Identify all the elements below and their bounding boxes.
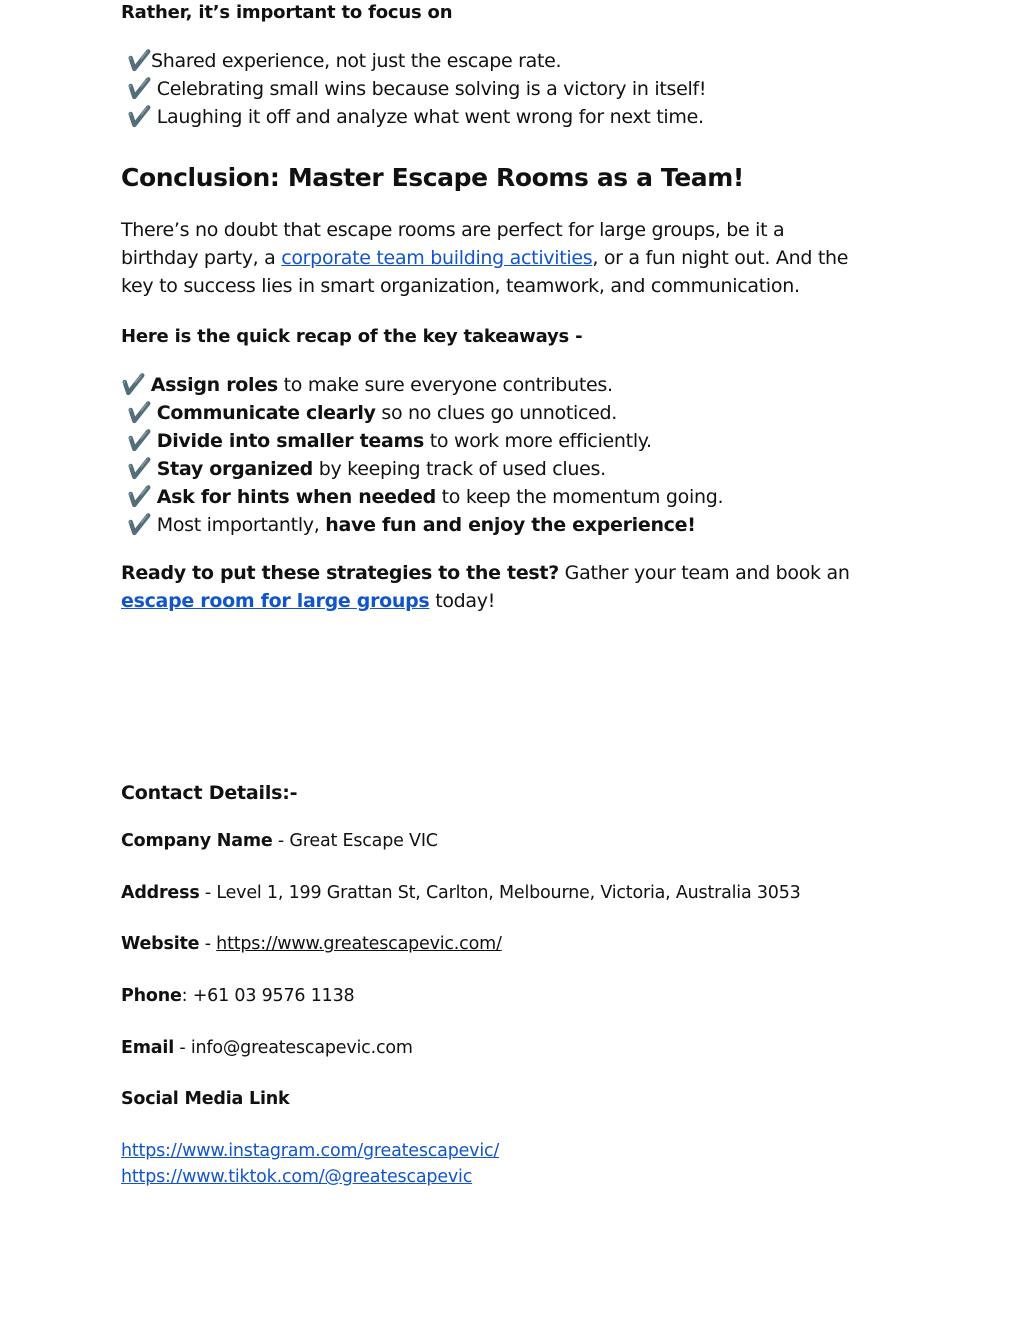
checkmark-icon: ✔️: [127, 104, 152, 128]
escape-room-large-groups-link[interactable]: escape room for large groups: [121, 590, 430, 612]
conclusion-heading: Conclusion: Master Escape Rooms as a Team!: [121, 163, 744, 192]
focus-item: ✔️Shared experience, not just the escape rate.: [127, 48, 562, 72]
focus-heading: Rather, it’s important to focus on: [121, 2, 453, 23]
checkmark-icon: ✔️: [127, 400, 152, 424]
checkmark-icon: ✔️: [127, 48, 152, 72]
website-link[interactable]: https://www.greatescapevic.com/: [216, 934, 502, 954]
email-line: Email - info@greatescapevic.com: [121, 1038, 413, 1058]
recap-item: ✔️ Most importantly, have fun and enjoy the experience!: [127, 512, 696, 536]
checkmark-icon: ✔️: [121, 372, 146, 396]
contact-heading: Contact Details:-: [121, 782, 298, 804]
tiktok-link[interactable]: https://www.tiktok.com/@greatescapevic: [121, 1167, 473, 1187]
social-heading: Social Media Link: [121, 1089, 290, 1109]
recap-item: ✔️ Stay organized by keeping track of used clues.: [127, 456, 606, 480]
corporate-team-building-link[interactable]: corporate team building activities: [281, 247, 593, 269]
focus-list: [121, 46, 706, 130]
company-line: Company Name - Great Escape VIC: [121, 831, 438, 851]
checkmark-icon: ✔️: [127, 456, 152, 480]
phone-line: Phone: +61 03 9576 1138: [121, 986, 355, 1006]
focus-item: ✔️ Laughing it off and analyze what went wrong for next time.: [127, 104, 704, 128]
recap-item: ✔️ Communicate clearly so no clues go unnoticed.: [127, 400, 617, 424]
focus-item: ✔️ Celebrating small wins because solving is a victory in itself!: [127, 76, 707, 100]
cta-paragraph: Ready to put these strategies to the test? Gather your team and book an escape room for large groups today!: [121, 562, 850, 612]
recap-heading: Here is the quick recap of the key takeaways -: [121, 326, 583, 347]
checkmark-icon: ✔️: [127, 428, 152, 452]
conclusion-paragraph: There’s no doubt that escape rooms are perfect for large groups, be it a birthday party, a corporate team building activities, or a fun night out. And the key to success lies in smart organization, teamwork, and communication.: [121, 219, 849, 297]
recap-item: ✔️ Divide into smaller teams to work more efficiently.: [127, 428, 652, 452]
recap-item: ✔️ Ask for hints when needed to keep the momentum going.: [127, 484, 724, 508]
recap-list: [121, 370, 723, 538]
recap-item: ✔️ Assign roles to make sure everyone contributes.: [121, 372, 613, 396]
checkmark-icon: ✔️: [127, 512, 152, 536]
instagram-link[interactable]: https://www.instagram.com/greatescapevic/: [121, 1141, 500, 1161]
address-line: Address - Level 1, 199 Grattan St, Carlton, Melbourne, Victoria, Australia 3053: [121, 883, 801, 903]
website-line: Website - https://www.greatescapevic.com/: [121, 934, 502, 954]
checkmark-icon: ✔️: [127, 76, 152, 100]
checkmark-icon: ✔️: [127, 484, 152, 508]
social-links: [121, 1138, 499, 1190]
